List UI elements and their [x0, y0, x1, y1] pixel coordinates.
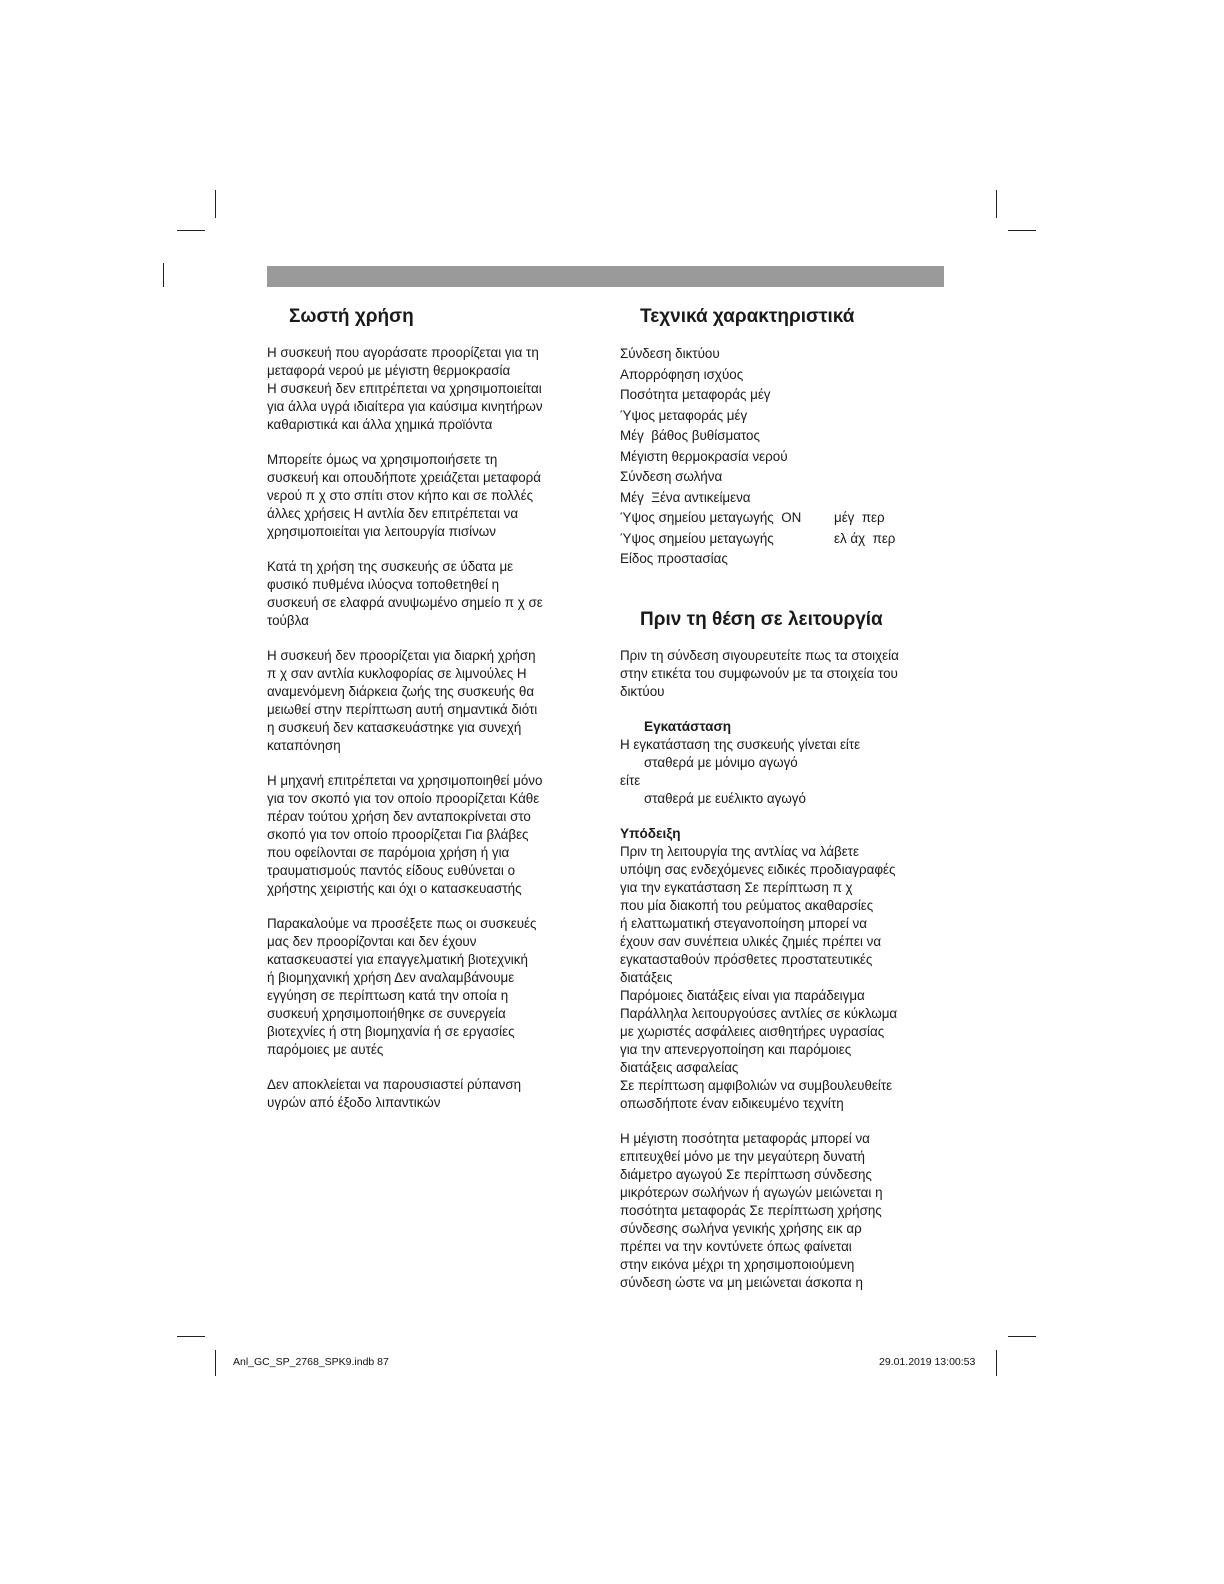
paragraph: Δεν αποκλείεται να παρουσιαστεί ρύπανση υγρών από έξοδο λιπαντικών [267, 1077, 522, 1110]
spec-row [620, 508, 950, 529]
note-heading: Υπόδειξη [620, 825, 681, 841]
installation-option-2: σταθερά με ευέλικτο αγωγό [644, 790, 806, 806]
spec-label: Είδος προστασίας [620, 551, 728, 566]
crop-mark-bottom-right-horizontal [1008, 1336, 1036, 1337]
footer-file-info: Anl_GC_SP_2768_SPK9.indb 87 [233, 1356, 389, 1368]
right-column [620, 304, 950, 1309]
section-title-before-operation: Πριν τη θέση σε λειτουργία [640, 608, 883, 630]
spec-row [620, 529, 950, 550]
left-column [267, 304, 597, 1129]
paragraph: Η μηχανή επιτρέπεται να χρησιμοποιηθεί μόνο για τον σκοπό για τον οποίο προορίζεται Κάθε πέραν τούτου χρήση δεν ανταποκρίνεται στο σκοπό για τον οποίο προορίζεται Για βλάβες που οφείλονται σε παρόμοια χρήση ή για τραυματισμούς παντός είδους ευθύνεται ο χρήστης χειριστής και όχι ο κατασκευαστής [267, 773, 543, 896]
crop-mark-top-left-horizontal [177, 230, 205, 231]
spec-label: Μέγιστη θερμοκρασία νερού [620, 448, 788, 464]
crop-mark-top-right-horizontal [1008, 230, 1036, 231]
installation-heading: Εγκατάσταση [644, 718, 732, 734]
spec-label: Απορρόφηση ισχύος [620, 366, 744, 382]
crop-mark-left-side [163, 263, 164, 287]
final-paragraph: Η μέγιστη ποσότητα μεταφοράς μπορεί να επιτευχθεί μόνο με την μεγαύτερη δυνατή διάμετρο αγωγού Σε περίπτωση σύνδεσης μικρότερων σωλήνων ή αγωγών μειώνεται η ποσότητα μεταφοράς Σε περίπτωση χρήσης σύνδεσης σωλήνα γενικής χρήσης εικ αρ πρέπει να την κοντύνετε όπως φαίνεται στην εικόνα μέχρι τη χρησιμοποιούμενη σύνδεση ώστε να μη μειώνεται άσκοπα η [620, 1130, 883, 1290]
crop-mark-bottom-left-horizontal [177, 1336, 205, 1337]
spec-row [620, 406, 950, 427]
spec-extra: ελ άχ περ [834, 530, 896, 546]
spec-label: Ύψος μεταφοράς μέγ [620, 407, 748, 423]
spec-row [620, 549, 950, 570]
installation-option-1: σταθερά με μόνιμο αγωγό [644, 754, 798, 770]
spec-label: Σύνδεση σωλήνα [620, 469, 723, 484]
paragraph: Η συσκευή που αγοράσατε προορίζεται για τη μεταφορά νερού με μέγιστη θερμοκρασία Η συσκευή δεν επιτρέπεται να χρησιμοποιείται για άλλα υγρά ιδιαίτερα για καύσιμα κινητήρων καθαριστικά και άλλα χημικά προϊόντα [267, 345, 543, 432]
section-title-intended-use: Σωστή χρήση [289, 306, 414, 327]
spec-row [620, 467, 950, 488]
spec-extra: μέγ περ [834, 510, 885, 525]
paragraph: Κατά τη χρήση της συσκευής σε ύδατα με φυσικό πυθμένα ιλύοςνα τοποθετηθεί η συσκευή σε ελαφρά ανυψωμένο σημείο π χ σε τούβλα [267, 559, 543, 628]
paragraph: Η συσκευή δεν προορίζεται για διαρκή χρήση π χ σαν αντλία κυκλοφορίας σε λιμνούλες Η αναμενόμενη διάρκεια ζωής της συσκευής θα μειωθεί στην περίπτωση αυτή σημαντικά διότι η συσκευή δεν κατασκευάστηκε για συνεχή καταπόνηση [267, 648, 538, 753]
paragraph: Παρακαλούμε να προσέξετε πως οι συσκευές μας δεν προορίζονται και δεν έχουν κατασκευαστεί για επαγγελματική βιοτεχνική ή βιομηχανική χρήση Δεν αναλαμβάνουμε εγγύηση σε περίπτωση κατά την οποία η συσκευή χρησιμοποιήθηκε σε συνεργεία βιοτεχνίες ή στη βιομηχανία ή σε εργασίες παρόμοιες με αυτές [267, 916, 537, 1057]
section-title-technical-data: Τεχνικά χαρακτηριστικά [640, 306, 855, 327]
installation-or: είτε [620, 772, 641, 788]
spec-row [620, 365, 950, 386]
footer-timestamp: 29.01.2019 13:00:53 [879, 1356, 976, 1368]
spec-row [620, 488, 950, 509]
spec-label: Μέγ βάθος βυθίσματος [620, 428, 760, 443]
spec-label: Ποσότητα μεταφοράς μέγ [620, 387, 771, 402]
spec-label: Μέγ Ξένα αντικείμενα [620, 489, 751, 505]
spec-row [620, 344, 950, 365]
spec-label: Ύψος σημείου μεταγωγής [620, 530, 774, 546]
spec-row [620, 447, 950, 468]
spec-row [620, 426, 950, 447]
note-paragraph: Πριν τη λειτουργία της αντλίας να λάβετε υπόψη σας ενδεχόμενες ειδικές προδιαγραφές για την εγκατάσταση Σε περίπτωση π χ που μία διακοπή του ρεύματος ακαθαρσίες ή ελαττωματική στεγανοποίηση μπορεί να έχουν σαν συνέπεια υλικές ζημιές πρέπει να εγκατασταθούν πρόσθετες προστατευτικές διατάξεις Παρόμοιες διατάξεις είναι για παράδειγμα Παράλληλα λειτουργούσες αντλίες σε κύκλωμα με χωριστές ασφάλειες αισθητήρες υγρασίας για την απενεργοποίηση και παρόμοιες διατάξεις ασφαλείας Σε περίπτωση αμφιβολιών να συμβουλευθείτε οπωσδήποτε έναν ειδικευμένο τεχνίτη [620, 843, 898, 1111]
installation-line: Η εγκατάσταση της συσκευής γίνεται είτε [620, 736, 861, 752]
crop-mark-top-right-vertical [996, 190, 997, 218]
spec-label: Ύψος σημείου μεταγωγής ON [620, 510, 802, 525]
spec-list [620, 344, 950, 570]
crop-mark-bottom-left-vertical [215, 1350, 216, 1376]
crop-mark-top-left-vertical [215, 190, 216, 218]
header-band [267, 266, 944, 287]
spec-row [620, 385, 950, 406]
crop-mark-bottom-right-vertical [996, 1350, 997, 1376]
paragraph: Μπορείτε όμως να χρησιμοποιήσετε τη συσκευή και οπουδήποτε χρειάζεται μεταφορά νερού π χ στο σπίτι στον κήπο και σε πολλές άλλες χρήσεις Η αντλία δεν επιτρέπεται να χρησιμοποιείται για λειτουργία πισίνων [267, 452, 541, 539]
spec-label: Σύνδεση δικτύου [620, 346, 720, 361]
intro-paragraph: Πριν τη σύνδεση σιγουρευτείτε πως τα στοιχεία στην ετικέτα του συμφωνούν με τα στοιχεία του δικτύου [620, 647, 899, 699]
